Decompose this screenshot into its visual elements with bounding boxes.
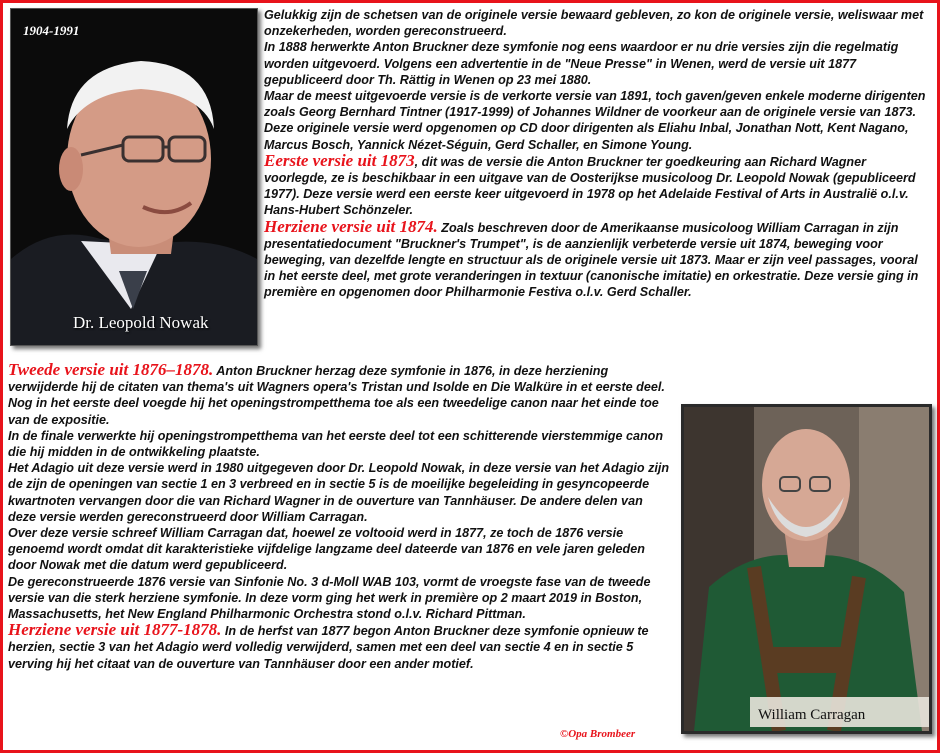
paragraph-1873: , dit was de versie die Anton Bruckner ter goedkeuring aan Richard Wagner voorlegde, ze is beschikbaar in een uitgave van de Oosterijkse musicoloog Dr. Leopold Nowak (gepubliceerd 1977). Deze versie werd een eerste keer uitgevoerd in 1978 op het Adelaide Festival of Arts in Australië o.l.v. Hans-Hubert Schönzeler. bbox=[264, 154, 916, 218]
section-1876 bbox=[8, 362, 673, 428]
section-1877 bbox=[8, 622, 673, 672]
portrait-caption: Dr. Leopold Nowak bbox=[73, 313, 209, 332]
text-block-top bbox=[264, 7, 928, 301]
heading-1873: Eerste versie uit 1873 bbox=[264, 150, 415, 170]
heading-1874: Herziene versie uit 1874. bbox=[264, 216, 438, 236]
portrait-illustration-right bbox=[684, 407, 929, 731]
paragraph-1891: Maar de meest uitgevoerde versie is de verkorte versie van 1891, toch gaven/geven enkele moderne dirigenten zoals Georg Bernhard Tintner (1917-1999) of Johannes Wildner de voorkeur aan de originele versie van 1873. Deze originele versie werd opgenomen op CD door dirigenten als Eliahu Inbal, Jonathan Nott, Kent Nagano, Marcus Bosch, Yannick Nézet-Séguin, Gerd Schaller, en Simone Young. bbox=[264, 89, 926, 152]
paragraph-intro: Gelukkig zijn de schetsen van de originele versie bewaard gebleven, zo kon de originele versie, weliswaar met onzekerheden, worden gereconstrueerd. bbox=[264, 8, 924, 39]
paragraph-1874: Zoals beschreven door de Amerikaanse musicoloog William Carragan in zijn presentatiedocument "Bruckner's Trumpet", is de aanzienlijk verbeterde versie uit 1874, beweging voor beweging, van dezelfde lengte en structuur als de originele versie uit 1873. Maar er zijn veel passages, vooral in het eerste deel, met grote veranderingen in textuur (canonische imitatie) en orkestratie. Deze versie ging in première en opgenomen door Philharmonie Festiva o.l.v. Gerd Schaller. bbox=[264, 220, 919, 300]
paragraph-adagio: Het Adagio uit deze versie werd in 1980 uitgegeven door Dr. Leopold Nowak, in deze versie van het Adagio zijn de zijn de openingen van sectie 1 en 3 verbreed en in sectie 5 is de moeilijke begeleiding in gesyncopeerde kwartnoten vervangen door die van Richard Wagner in de ouverture van Tannhäuser. De andere delen van deze versie werden gereconstrueerd door William Carragan. bbox=[8, 461, 670, 524]
portrait-caption-right: William Carragan bbox=[758, 707, 866, 723]
paragraph-reconstructed: De gereconstrueerde 1876 versie van Sinfonie No. 3 d-Moll WAB 103, vormt de vroegste fase van de tweede versie van die sterk herziene symfonie. In deze vorm ging het werk in première op 2 maart 2019 in Boston, Massachusetts, het New England Philharmonic Orchestra stond o.l.v. Richard Pittman. bbox=[8, 574, 651, 622]
heading-1876: Tweede versie uit 1876–1878. bbox=[8, 360, 214, 379]
paragraph-1876: Anton Bruckner herzag deze symfonie in 1876, in deze herziening verwijderde hij de citaten van thema's uit Wagners opera's Tristan und Isolde en Die Walküre in et eerste deel. Nog in het eerste deel voegde hij het openingstrompetthema toe als een tweedelige canon naar het einde toe van de expositie. bbox=[8, 364, 665, 427]
heading-1877: Herziene versie uit 1877-1878. bbox=[8, 620, 222, 640]
section-1873 bbox=[264, 150, 928, 219]
section-1874 bbox=[264, 216, 928, 301]
paragraph-1888: In 1888 herwerkte Anton Bruckner deze symfonie nog eens waardoor er nu drie versies zijn die regelmatig worden uitgevoerd. Volgens een advertentie in de "Neue Presse" in Wenen, werd de versie uit 1877 gepubliceerd door Th. Rättig in Wenen op 23 mei 1880. bbox=[264, 40, 899, 87]
portrait-illustration bbox=[11, 9, 257, 345]
copyright-label: ©Opa Brombeer bbox=[560, 728, 636, 740]
portrait-leopold-nowak bbox=[10, 8, 258, 346]
portrait-years: 1904-1991 bbox=[23, 23, 80, 38]
paragraph-1877: In de herfst van 1877 begon Anton Bruckner deze symfonie opnieuw te herzien, sectie 3 van het Adagio werd volledig verwijderd, samen met een deel van sectie 4 en in sectie 5 verving hij het citaat van de ouverture van Tannhäuser door een ander motief. bbox=[8, 624, 649, 671]
text-block-bottom bbox=[8, 362, 673, 672]
paragraph-carragan: Over deze versie schreef William Carragan dat, hoewel ze voltooid werd in 1877, ze toch de 1876 versie genoemd wordt omdat dit karakteristieke vijfdelige langzame deel dateerde van 1876 en vele jaren geleden door Nowak met die datum werd gepubliceerd. bbox=[8, 526, 645, 573]
paragraph-finale: In de finale verwerkte hij openingstrompetthema van het eerste deel tot een schitterende vierstemmige canon die hij midden in de ontwikkeling plaatste. bbox=[8, 428, 664, 460]
portrait-william-carragan bbox=[681, 404, 932, 734]
